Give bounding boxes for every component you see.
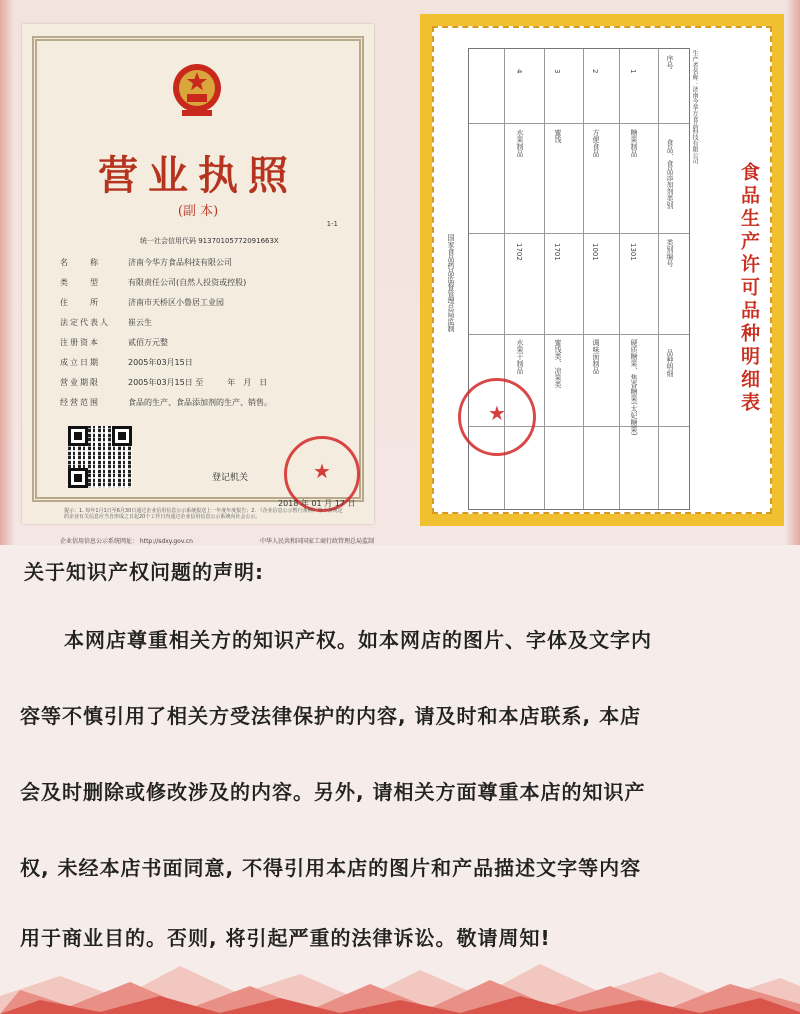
table-cell: 调味面制品 xyxy=(592,339,600,374)
field-label: 营业期限 xyxy=(60,378,100,387)
field-value: 2005年03月15日 至 年 月 日 xyxy=(128,378,268,387)
license-field xyxy=(60,398,350,408)
permit-note: 国家食品药品监督管理总局监制 xyxy=(447,234,455,332)
official-seal-icon: ★ xyxy=(284,436,360,512)
license-field xyxy=(60,278,350,288)
license-footnote: 提示：1. 每年1月1日至6月30日通过企业信用信息公示系统报送上一年度年度报告；2. 《企业信息公示暂行条例》第十条规定的企业有关信息应当自形成之日起20个工作日内通过企业信用信息公示系统向社会公示。 xyxy=(64,508,343,520)
credit-code: 统一社会信用代码 91370105772091663X xyxy=(140,237,279,245)
table-cell: 水果制品 xyxy=(516,129,524,157)
table-header: 序号 xyxy=(666,55,674,69)
left-edge-decoration xyxy=(0,0,14,545)
field-value: 济南市天桥区小鲁居工业园 xyxy=(128,298,224,307)
table-cell: 糖果制品 xyxy=(630,129,638,157)
table-cell: 1301 xyxy=(629,243,637,261)
license-field xyxy=(60,318,350,328)
field-label: 法定代表人 xyxy=(60,318,110,327)
table-cell: 1701 xyxy=(553,243,561,261)
permit-header: 生产者名称：济南今华方食品科技有限公司 xyxy=(691,50,698,164)
permit-title: 食品生产许可品种明细表 xyxy=(738,162,760,415)
table-cell: 水果干制品 xyxy=(516,339,524,374)
license-page-number: 1-1 xyxy=(326,220,338,228)
statement-line: 权, 未经本店书面同意, 不得引用本店的图片和产品描述文字等内容 xyxy=(20,856,642,880)
field-label: 名 称 xyxy=(60,258,100,267)
field-value: 崔云生 xyxy=(128,318,152,327)
license-subtitle: (副 本) xyxy=(177,204,219,219)
table-cell: 1001 xyxy=(591,243,599,261)
table-cell: 蜜饯 xyxy=(554,129,562,143)
statement-line: 容等不慎引用了相关方受法律保护的内容, 请及时和本店联系, 本店 xyxy=(20,704,642,728)
table-cell: 方便食品 xyxy=(592,129,600,157)
table-cell: 4 xyxy=(515,69,523,74)
field-label: 成立日期 xyxy=(60,358,100,367)
field-value: 食品的生产、食品添加剂的生产、销售。 xyxy=(128,398,272,407)
table-cell: 2 xyxy=(591,69,599,74)
statement-title: 关于知识产权问题的声明: xyxy=(24,560,264,584)
field-value: 贰佰万元整 xyxy=(128,338,168,347)
license-field xyxy=(60,378,350,388)
field-value: 2005年03月15日 xyxy=(128,358,193,367)
statement-line: 用于商业目的。否则, 将引起严重的法律诉讼。敬请周知! xyxy=(20,926,551,950)
field-value: 有限责任公司(自然人投资或控股) xyxy=(128,278,247,287)
field-label: 注册资本 xyxy=(60,338,100,347)
field-label: 类 型 xyxy=(60,278,100,287)
license-fields xyxy=(60,258,350,418)
table-header: 类别编号 xyxy=(666,239,674,267)
table-header: 食品、食品添加剂类别 xyxy=(666,139,674,209)
statement-line: 本网店尊重相关方的知识产权。如本网店的图片、字体及文字内 xyxy=(64,628,652,652)
field-label: 住 所 xyxy=(60,298,100,307)
national-emblem-icon xyxy=(170,62,224,118)
license-field xyxy=(60,298,350,308)
license-field xyxy=(60,338,350,348)
registration-authority-label: 登记机关 xyxy=(212,473,249,483)
table-cell: 3 xyxy=(553,69,561,74)
table-cell: 1 xyxy=(629,69,637,74)
field-value: 济南今华方食品科技有限公司 xyxy=(128,258,232,267)
business-license-image xyxy=(22,24,375,545)
license-footer-right: 中华人民共和国国家工商行政管理总局监制 xyxy=(260,538,375,545)
table-cell: 硬质糖果、焦香糖果(太妃糖果) xyxy=(630,339,638,436)
license-field xyxy=(60,258,350,268)
table-cell: 1702 xyxy=(515,243,523,261)
issue-date: 2018 年 01 月 17 日 xyxy=(278,499,356,508)
bottom-decoration xyxy=(0,956,800,1014)
license-footer-left: 企业信用信息公示系统网址： http://sdxy.gov.cn xyxy=(60,538,193,545)
table-header: 品种明细 xyxy=(666,349,674,377)
qr-code xyxy=(68,426,132,488)
statement-line: 会及时删除或修改涉及的内容。另外, 请相关方面尊重本店的知识产 xyxy=(20,780,646,804)
permit-seal-icon: ★ xyxy=(458,378,536,456)
field-label: 经营范围 xyxy=(60,398,100,407)
license-field xyxy=(60,358,350,368)
table-cell: 蜜饯类、凉果类 xyxy=(554,339,562,388)
license-title: 营业执照 xyxy=(98,152,298,199)
right-edge-decoration xyxy=(786,0,800,545)
